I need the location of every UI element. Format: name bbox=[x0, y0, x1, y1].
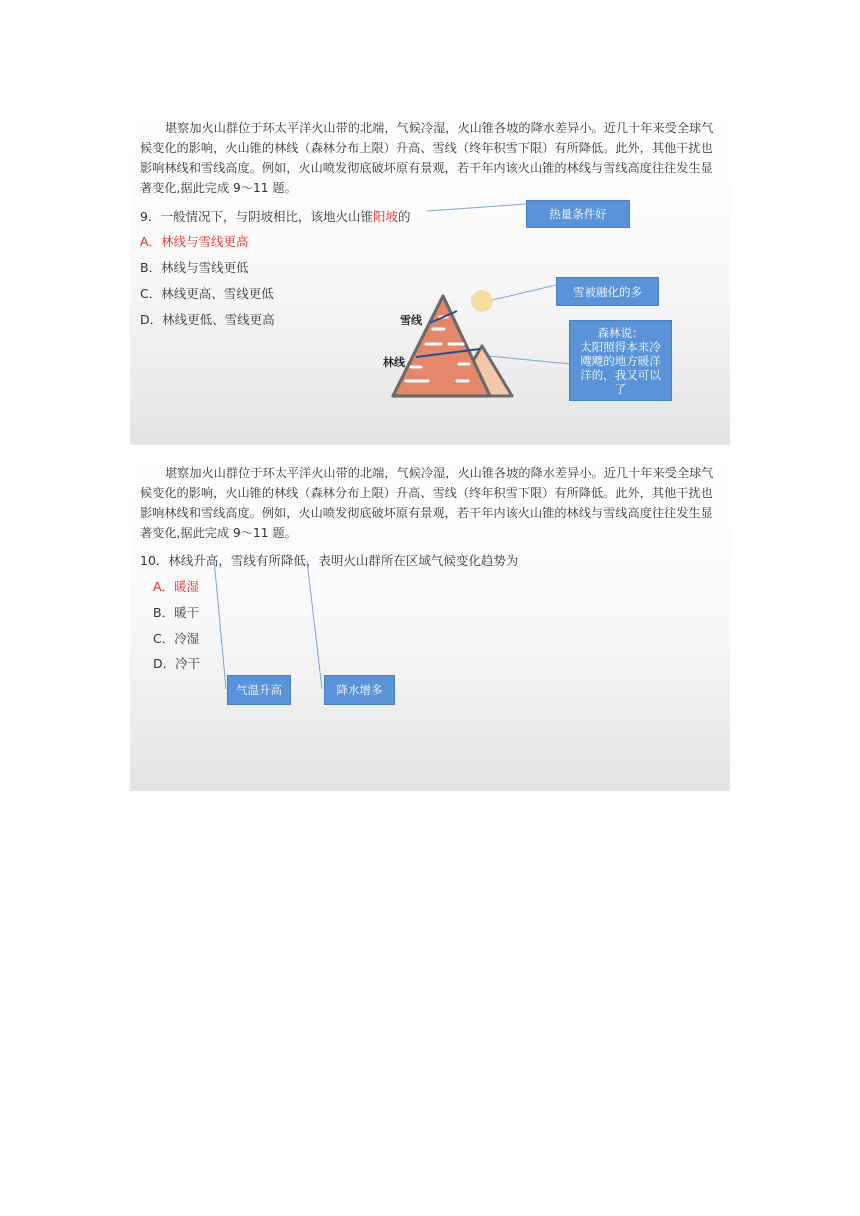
option-9c[interactable]: C．林线更高、雪线更低 bbox=[140, 286, 274, 301]
callout-temp-rise: 气温升高 bbox=[227, 675, 291, 705]
leader-line-heat bbox=[427, 204, 526, 211]
option-10b[interactable]: B．暖干 bbox=[153, 605, 200, 620]
callout-forest-title: 森林说： bbox=[597, 325, 644, 340]
option-9d[interactable]: D．林线更低、雪线更高 bbox=[140, 312, 275, 327]
passage-text-2: 堪察加火山群位于环太平洋火山带的北端，气候冷湿，火山锥各坡的降水差异小。近几十年来受全球气候变化的影响，火山锥的林线（森林分布上限）升高、雪线（终年积雪下限）有所降低。此外，其他干扰也影响林线和雪线高度。例如，火山喷发彻底破坏原有景观，若干年内该火山锥的林线与雪线高度往往发生显著变化,据此完成 9～11 题。 bbox=[140, 466, 714, 540]
option-9b[interactable]: B．林线与雪线更低 bbox=[140, 260, 249, 275]
question-9-suffix: 的 bbox=[397, 209, 411, 224]
slide-question-9 bbox=[130, 108, 730, 445]
callout-forest bbox=[569, 320, 672, 401]
callout-forest-body: 太阳照得本来冷飕飕的地方暖洋洋的，我又可以了 bbox=[580, 339, 661, 396]
option-9a[interactable]: A．林线与雪线更高 bbox=[140, 234, 249, 249]
callout-lines bbox=[130, 453, 730, 791]
option-10c[interactable]: C．冷湿 bbox=[153, 631, 200, 646]
question-10: 10．林线升高，雪线有所降低，表明火山群所在区域气候变化趋势为 bbox=[140, 553, 519, 568]
callout-precip-increase: 降水增多 bbox=[324, 675, 395, 705]
question-9-prefix: 9．一般情况下，与阴坡相比，该地火山锥 bbox=[140, 209, 373, 224]
passage-text: 堪察加火山群位于环太平洋火山带的北端，气候冷湿，火山锥各坡的降水差异小。近几十年来受全球气候变化的影响，火山锥的林线（森林分布上限）升高、雪线（终年积雪下限）有所降低。此外，其他干扰也影响林线和雪线高度。例如，火山喷发彻底破坏原有景观，若干年内该火山锥的林线与雪线高度往往发生显著变化,据此完成 9～11 题。 bbox=[140, 121, 714, 195]
leader-line-snow bbox=[484, 285, 556, 302]
option-10d[interactable]: D．冷干 bbox=[153, 656, 201, 671]
snowline-label: 雪线 bbox=[400, 314, 422, 327]
leader-line-precip bbox=[307, 561, 322, 689]
sun-icon bbox=[471, 290, 493, 312]
option-10a[interactable]: A．暖湿 bbox=[153, 579, 200, 594]
question-9-highlight: 阳坡 bbox=[372, 209, 398, 224]
leader-line-temp bbox=[214, 559, 226, 689]
callout-snow-melt: 雪被融化的多 bbox=[556, 277, 659, 306]
treeline-label: 林线 bbox=[383, 356, 405, 369]
slide-question-10 bbox=[130, 453, 730, 791]
callout-heat: 热量条件好 bbox=[526, 200, 630, 228]
